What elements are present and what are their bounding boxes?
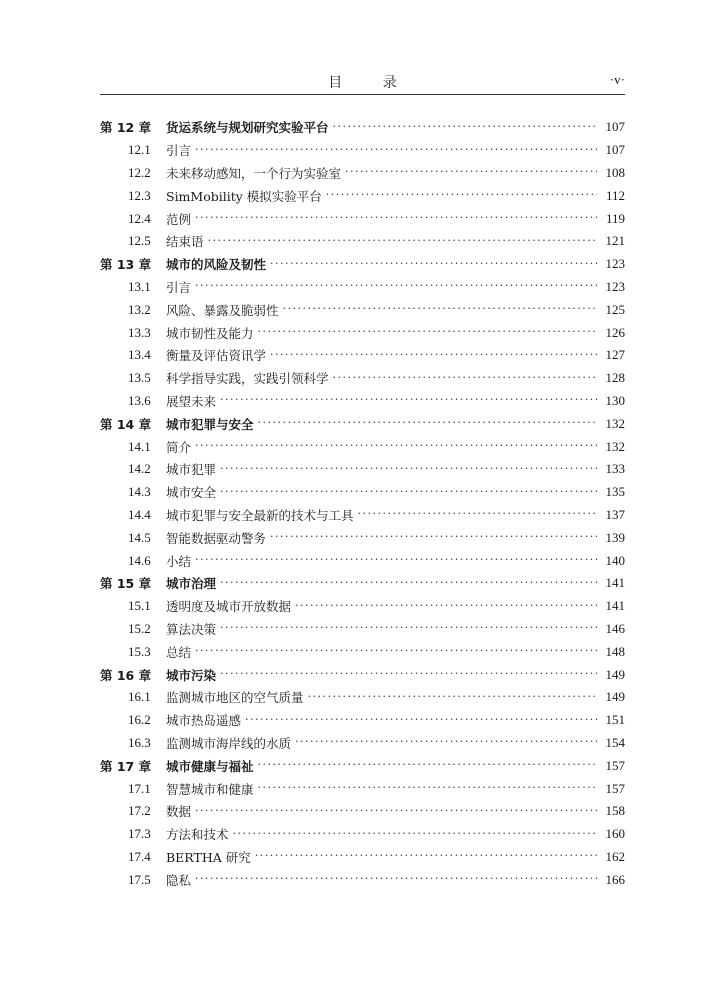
toc-section-entry[interactable] bbox=[100, 321, 625, 344]
toc-section-entry[interactable] bbox=[100, 230, 625, 253]
dot-leader bbox=[258, 417, 597, 428]
section-number: 16.3 bbox=[128, 734, 151, 750]
section-title: 城市热岛遥感 bbox=[166, 713, 242, 729]
section-title: 风险、暴露及脆弱性 bbox=[166, 302, 279, 318]
section-title: 数据 bbox=[166, 804, 192, 820]
section-number: 17.2 bbox=[128, 803, 151, 819]
section-title: 监测城市地区的空气质量 bbox=[166, 690, 304, 706]
dot-leader bbox=[195, 280, 597, 291]
dot-leader bbox=[195, 554, 597, 565]
dot-leader bbox=[283, 303, 597, 314]
section-number: 12.2 bbox=[128, 164, 151, 180]
page-number: 127 bbox=[605, 347, 625, 363]
section-title: 智能数据驱动警务 bbox=[166, 530, 267, 546]
section-title: 监测城市海岸线的水质 bbox=[166, 735, 292, 751]
toc-section-entry[interactable] bbox=[100, 344, 625, 367]
section-number: 14.3 bbox=[128, 484, 151, 500]
dot-leader bbox=[220, 463, 597, 474]
toc-section-entry[interactable] bbox=[100, 526, 625, 549]
page-number: 108 bbox=[605, 164, 625, 180]
toc-section-entry[interactable] bbox=[100, 868, 625, 891]
section-number: 12.4 bbox=[128, 210, 151, 226]
page-number: 154 bbox=[605, 734, 625, 750]
section-number: 14.4 bbox=[128, 506, 151, 522]
page-number: 123 bbox=[605, 256, 625, 272]
chapter-label: 第 13 章 bbox=[100, 257, 152, 273]
toc-section-entry[interactable] bbox=[100, 800, 625, 823]
section-title: 城市韧性及能力 bbox=[166, 325, 254, 341]
section-number: 16.1 bbox=[128, 689, 151, 705]
page-number: 121 bbox=[605, 233, 625, 249]
section-number: 13.3 bbox=[128, 324, 151, 340]
section-number: 12.1 bbox=[128, 142, 151, 158]
section-title: 智慧城市和健康 bbox=[166, 781, 254, 797]
section-title: 城市安全 bbox=[166, 485, 217, 501]
page-number: 133 bbox=[605, 461, 625, 477]
section-number: 15.3 bbox=[128, 643, 151, 659]
toc-section-entry[interactable] bbox=[100, 846, 625, 869]
toc-section-entry[interactable] bbox=[100, 618, 625, 641]
section-number: 16.2 bbox=[128, 712, 151, 728]
chapter-title: 城市污染 bbox=[166, 667, 217, 683]
dot-leader bbox=[308, 691, 597, 702]
dot-leader bbox=[345, 166, 597, 177]
section-number: 13.2 bbox=[128, 301, 151, 317]
page-number: 123 bbox=[605, 278, 625, 294]
section-title: 透明度及城市开放数据 bbox=[166, 599, 292, 615]
page-number: 141 bbox=[605, 598, 625, 614]
toc-section-entry[interactable] bbox=[100, 458, 625, 481]
section-title: 方法和技术 bbox=[166, 827, 229, 843]
section-number: 14.1 bbox=[128, 438, 151, 454]
dot-leader bbox=[245, 714, 597, 725]
dot-leader bbox=[255, 850, 597, 861]
page-number: 146 bbox=[605, 620, 625, 636]
toc-chapter-entry[interactable] bbox=[100, 663, 625, 686]
section-number: 17.1 bbox=[128, 780, 151, 796]
page-number: 139 bbox=[605, 529, 625, 545]
toc-section-entry[interactable] bbox=[100, 435, 625, 458]
toc-section-entry[interactable] bbox=[100, 686, 625, 709]
chapter-title: 城市健康与福祉 bbox=[166, 758, 254, 774]
page-number: 107 bbox=[605, 142, 625, 158]
toc-section-entry[interactable] bbox=[100, 390, 625, 413]
dot-leader bbox=[233, 828, 597, 839]
section-title: 隐私 bbox=[166, 872, 192, 888]
chapter-label: 第 12 章 bbox=[100, 120, 152, 136]
dot-leader bbox=[270, 349, 597, 360]
page-number: 162 bbox=[605, 848, 625, 864]
dot-leader bbox=[358, 508, 597, 519]
page-number: 119 bbox=[605, 210, 625, 226]
dot-leader bbox=[195, 144, 597, 155]
toc-section-entry[interactable] bbox=[100, 184, 625, 207]
section-number: 14.5 bbox=[128, 529, 151, 545]
section-number: 13.5 bbox=[128, 370, 151, 386]
section-number: 13.6 bbox=[128, 392, 151, 408]
page-number: 148 bbox=[605, 643, 625, 659]
chapter-title: 城市的风险及韧性 bbox=[166, 257, 267, 273]
toc-section-entry[interactable] bbox=[100, 709, 625, 732]
section-number: 14.2 bbox=[128, 461, 151, 477]
section-number: 17.5 bbox=[128, 871, 151, 887]
page-number: 141 bbox=[605, 575, 625, 591]
page-number: 132 bbox=[605, 415, 625, 431]
page-number: 125 bbox=[605, 301, 625, 317]
section-number: 17.4 bbox=[128, 848, 151, 864]
dot-leader bbox=[220, 668, 597, 679]
section-title: 未来移动感知，一个行为实验室 bbox=[166, 165, 342, 181]
dot-leader bbox=[195, 873, 597, 884]
section-title: 范例 bbox=[166, 211, 192, 227]
dot-leader bbox=[333, 121, 597, 132]
toc-section-entry[interactable] bbox=[100, 481, 625, 504]
chapter-label: 第 15 章 bbox=[100, 576, 152, 592]
dot-leader bbox=[220, 577, 597, 588]
header-title: 目 录 bbox=[328, 75, 415, 91]
page-number: 149 bbox=[605, 689, 625, 705]
dot-leader bbox=[220, 394, 597, 405]
chapter-label: 第 17 章 bbox=[100, 758, 152, 774]
toc-chapter-entry[interactable] bbox=[100, 412, 625, 435]
page-number: 130 bbox=[605, 392, 625, 408]
toc-section-entry[interactable] bbox=[100, 298, 625, 321]
dot-leader bbox=[195, 645, 597, 656]
header-page-number: ·v· bbox=[609, 72, 625, 87]
toc-section-entry[interactable] bbox=[100, 276, 625, 299]
page-number: 158 bbox=[605, 803, 625, 819]
dot-leader bbox=[258, 782, 597, 793]
page-number: 140 bbox=[605, 552, 625, 568]
dot-leader bbox=[270, 531, 597, 542]
dot-leader bbox=[195, 212, 597, 223]
section-title: 城市犯罪与安全最新的技术与工具 bbox=[166, 507, 354, 523]
chapter-label: 第 16 章 bbox=[100, 667, 152, 683]
chapter-title: 城市犯罪与安全 bbox=[166, 416, 254, 432]
toc-section-entry[interactable] bbox=[100, 367, 625, 390]
section-title: 引言 bbox=[166, 143, 192, 159]
toc-section-entry[interactable] bbox=[100, 162, 625, 185]
chapter-title: 货运系统与规划研究实验平台 bbox=[166, 120, 329, 136]
toc-section-entry[interactable] bbox=[100, 504, 625, 527]
dot-leader bbox=[270, 258, 597, 269]
page-number: 151 bbox=[605, 712, 625, 728]
page-number: 149 bbox=[605, 666, 625, 682]
header-rule bbox=[100, 94, 625, 95]
toc-section-entry[interactable] bbox=[100, 640, 625, 663]
dot-leader bbox=[333, 372, 597, 383]
dot-leader bbox=[195, 440, 597, 451]
page-number: 160 bbox=[605, 826, 625, 842]
toc-section-entry[interactable] bbox=[100, 207, 625, 230]
page-number: 132 bbox=[605, 438, 625, 454]
page-number: 128 bbox=[605, 370, 625, 386]
section-title: 小结 bbox=[166, 553, 192, 569]
toc-section-entry[interactable] bbox=[100, 732, 625, 755]
section-title: 结束语 bbox=[166, 234, 204, 250]
chapter-label: 第 14 章 bbox=[100, 416, 152, 432]
page-number: 107 bbox=[605, 119, 625, 135]
running-header bbox=[100, 72, 625, 94]
toc-chapter-entry[interactable] bbox=[100, 572, 625, 595]
toc-chapter-entry[interactable] bbox=[100, 253, 625, 276]
section-number: 12.5 bbox=[128, 233, 151, 249]
section-title: 衡量及评估资讯学 bbox=[166, 348, 267, 364]
dot-leader bbox=[195, 805, 597, 816]
toc-section-entry[interactable] bbox=[100, 549, 625, 572]
page-number: 112 bbox=[605, 187, 625, 203]
page-number: 126 bbox=[605, 324, 625, 340]
section-title: SimMobility 模拟实验平台 bbox=[166, 188, 322, 204]
dot-leader bbox=[208, 235, 597, 246]
section-title: 简介 bbox=[166, 439, 192, 455]
toc-chapter-entry[interactable] bbox=[100, 754, 625, 777]
page-number: 137 bbox=[605, 506, 625, 522]
section-title: BERTHA 研究 bbox=[166, 849, 251, 865]
dot-leader bbox=[220, 622, 597, 633]
dot-leader bbox=[295, 736, 597, 747]
section-title: 展望未来 bbox=[166, 393, 217, 409]
section-title: 引言 bbox=[166, 279, 192, 295]
toc-chapter-entry[interactable] bbox=[100, 116, 625, 139]
section-title: 算法决策 bbox=[166, 621, 217, 637]
section-number: 17.3 bbox=[128, 826, 151, 842]
section-number: 15.2 bbox=[128, 620, 151, 636]
section-number: 12.3 bbox=[128, 187, 151, 203]
page-number: 135 bbox=[605, 484, 625, 500]
chapter-title: 城市治理 bbox=[166, 576, 217, 592]
toc-section-entry[interactable] bbox=[100, 595, 625, 618]
table-of-contents bbox=[100, 116, 625, 891]
section-number: 14.6 bbox=[128, 552, 151, 568]
dot-leader bbox=[326, 189, 597, 200]
page-number: 166 bbox=[605, 871, 625, 887]
dot-leader bbox=[258, 759, 597, 770]
section-title: 科学指导实践，实践引领科学 bbox=[166, 371, 329, 387]
section-number: 15.1 bbox=[128, 598, 151, 614]
toc-section-entry[interactable] bbox=[100, 139, 625, 162]
section-title: 总结 bbox=[166, 644, 192, 660]
section-number: 13.1 bbox=[128, 278, 151, 294]
section-number: 13.4 bbox=[128, 347, 151, 363]
page-number: 157 bbox=[605, 757, 625, 773]
dot-leader bbox=[295, 600, 597, 611]
dot-leader bbox=[220, 486, 597, 497]
dot-leader bbox=[258, 326, 597, 337]
toc-section-entry[interactable] bbox=[100, 777, 625, 800]
toc-section-entry[interactable] bbox=[100, 823, 625, 846]
section-title: 城市犯罪 bbox=[166, 462, 217, 478]
page-number: 157 bbox=[605, 780, 625, 796]
